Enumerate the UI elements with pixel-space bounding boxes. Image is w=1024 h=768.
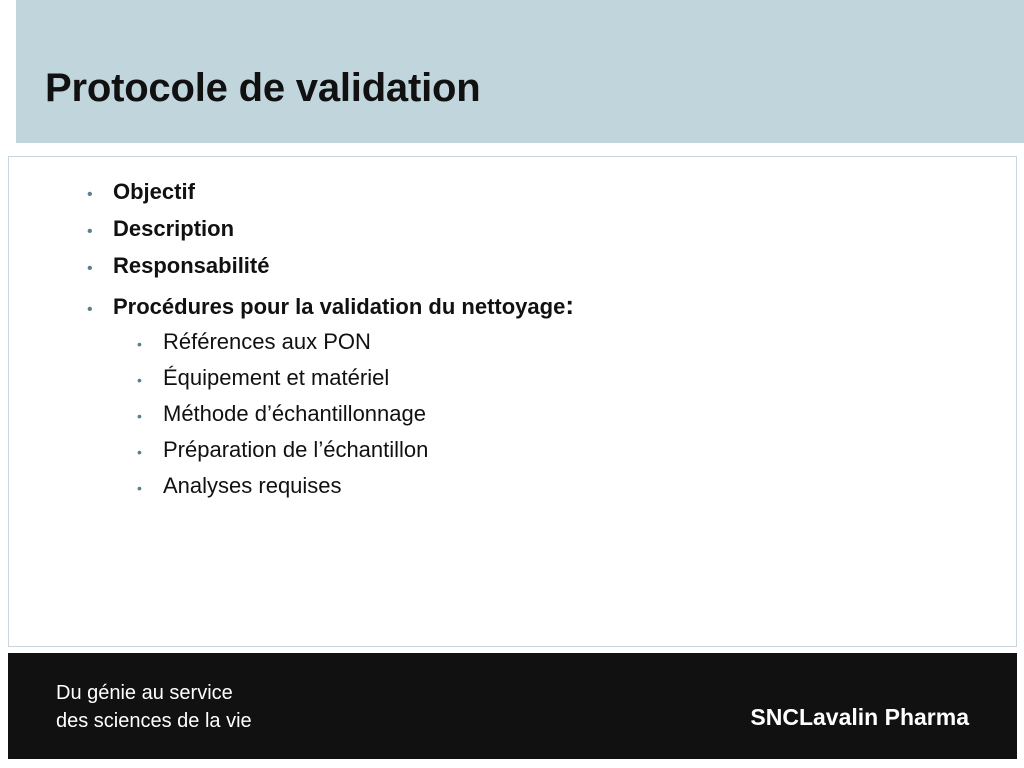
sub-bullet-label: Préparation de l’échantillon: [163, 437, 429, 462]
bullet-item: [87, 253, 574, 290]
sub-list: [137, 329, 428, 509]
bullet-item: [87, 216, 574, 253]
sub-bullet-item: [137, 401, 428, 437]
sub-list-container: [87, 329, 428, 509]
bullet-label: Procédures pour la validation du nettoyage: [113, 294, 566, 319]
bullet-dot-icon: •: [87, 186, 93, 203]
bullet-label-colon: :: [565, 290, 574, 320]
sub-bullet-label: Équipement et matériel: [163, 365, 390, 390]
bullet-label: Responsabilité: [113, 253, 270, 278]
bullet-dot-icon: •: [87, 223, 93, 240]
tagline-line-1: Du génie au service: [56, 682, 233, 704]
sub-bullet-label: Références aux PON: [163, 329, 371, 354]
bullet-item: [87, 179, 574, 216]
sub-bullet-dot-icon: •: [137, 408, 142, 424]
sub-bullet-item: [137, 437, 428, 473]
brand-name: SNCLavalin Pharma: [750, 704, 969, 730]
sub-bullet-dot-icon: •: [137, 480, 142, 496]
footer-band: [8, 653, 1017, 759]
sub-bullet-item: [137, 329, 428, 365]
sub-bullet-item: [137, 473, 428, 509]
bullet-dot-icon: •: [87, 301, 93, 318]
content-panel: [8, 156, 1017, 647]
sub-bullet-dot-icon: •: [137, 336, 142, 352]
sub-bullet-label: Analyses requises: [163, 473, 342, 498]
sub-bullet-list: [87, 327, 428, 509]
bullet-item: [87, 290, 574, 327]
sub-bullet-item: [137, 365, 428, 401]
sub-bullet-dot-icon: •: [137, 372, 142, 388]
footer-tagline: [56, 679, 252, 735]
tagline-line-2: des sciences de la vie: [56, 710, 252, 732]
sub-bullet-label: Méthode d’échantillonnage: [163, 401, 426, 426]
bullet-dot-icon: •: [87, 260, 93, 277]
slide-title: Protocole de validation: [45, 66, 481, 110]
bullet-label: Objectif: [113, 179, 195, 204]
bullet-list: [87, 179, 574, 327]
bullet-label: Description: [113, 216, 235, 241]
sub-bullet-dot-icon: •: [137, 444, 142, 460]
